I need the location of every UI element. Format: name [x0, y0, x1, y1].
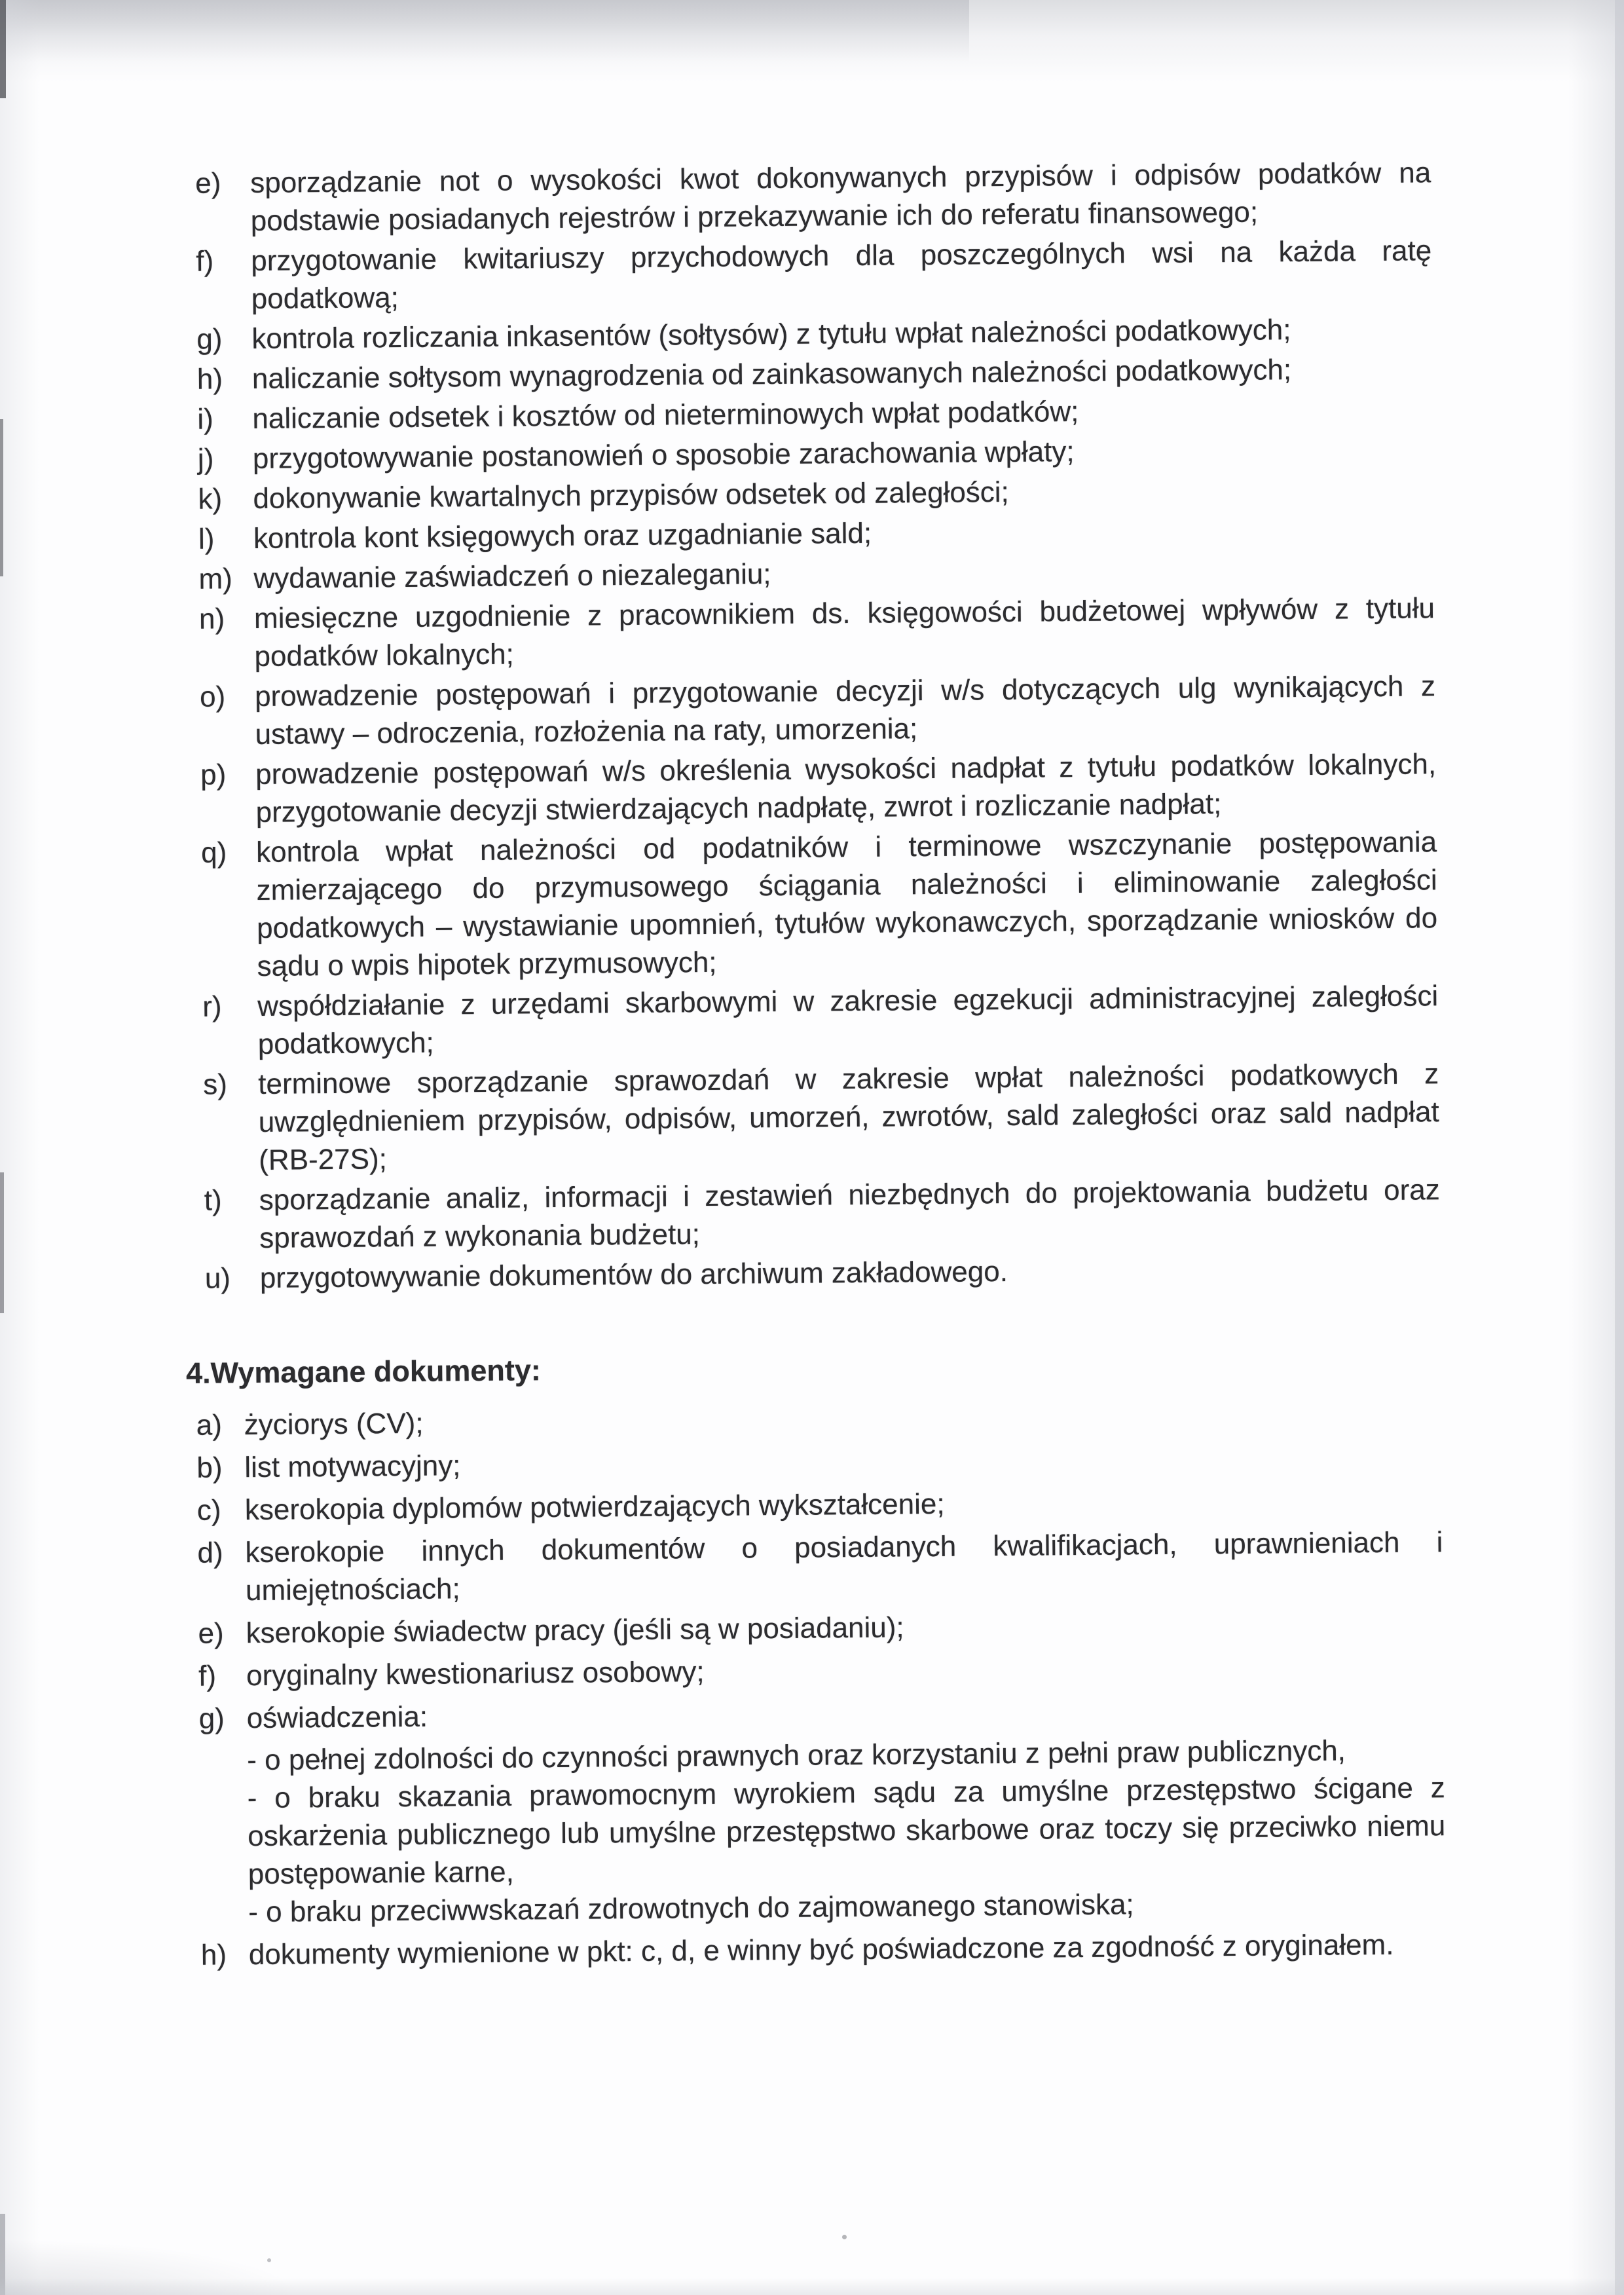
- item-text-group: [246, 1689, 1446, 1931]
- item-label: h): [200, 1939, 227, 1971]
- item-label: l): [198, 523, 215, 555]
- scan-artifact-speck: [267, 2258, 271, 2262]
- list-item: [197, 1481, 1443, 1530]
- scan-artifact-left-sliver-1: [0, 0, 6, 98]
- required-documents-list: [187, 1396, 1447, 1975]
- item-text: terminowe sporządzanie sprawozdań w zakresie wpłat należności podatkowych z uwzględnieniem przypisów, odpisów, umorzeń, zwrotów, sald zaległości oraz sald nadpłat (RB-27S);: [258, 1058, 1439, 1176]
- item-text: przygotowanie kwitariuszy przychodowych dla poszczególnych wsi na każda ratę podatkową;: [251, 234, 1432, 315]
- duties-list: [175, 154, 1441, 1298]
- list-item: [203, 1055, 1439, 1180]
- scan-artifact-top-band: [0, 0, 1624, 82]
- item-text: kontrola rozliczania inkasentów (sołtysów) z tytułu wpłat należności podatkowych;: [251, 314, 1291, 355]
- statement-item: - o pełnej zdolności do czynności prawnych oraz korzystaniu z pełni praw publicznych,: [247, 1734, 1346, 1777]
- item-label: i): [197, 403, 214, 436]
- item-text: prowadzenie postępowań w/s określenia wysokości nadpłat z tytułu podatków lokalnych, przygotowanie decyzji stwierdzających nadpłatę, zwrot i rozliczanie nadpłat;: [255, 748, 1437, 829]
- scan-artifact-top-left-shade: [0, 0, 969, 62]
- item-label: p): [200, 758, 227, 791]
- item-label: q): [200, 836, 227, 869]
- item-label: r): [202, 990, 222, 1023]
- scan-artifact-left-sliver-4: [0, 2214, 5, 2295]
- item-label: j): [197, 443, 214, 476]
- item-text: współdziałanie z urzędami skarbowymi w zakresie egzekucji administracyjnej zaległości podatkowych;: [257, 980, 1439, 1060]
- statement-item: - o braku przeciwwskazań zdrowotnych do zajmowanego stanowiska;: [248, 1888, 1134, 1929]
- list-item: [198, 1647, 1444, 1696]
- item-label: n): [198, 603, 225, 635]
- item-label: e): [195, 167, 221, 200]
- document-content: [175, 154, 1447, 1979]
- item-text: kserokopia dyplomów potwierdzających wykształcenie;: [244, 1487, 945, 1527]
- list-item: [196, 1438, 1442, 1487]
- list-item: [202, 977, 1439, 1064]
- item-text: wydawanie zaświadczeń o niezaleganiu;: [253, 558, 771, 595]
- item-text: przygotowywanie postanowień o sposobie zarachowania wpłaty;: [252, 436, 1075, 475]
- item-text: oryginalny kwestionariusz osobowy;: [246, 1656, 705, 1692]
- item-text: dokonywanie kwartalnych przypisów odsetek od zaległości;: [253, 476, 1010, 515]
- list-item: [201, 823, 1438, 986]
- scan-artifact-left-strip: [0, 0, 39, 2295]
- item-text: miesięczne uzgodnienie z pracownikiem ds. księgowości budżetowej wpływów z tytułu podatków lokalnych;: [253, 592, 1435, 673]
- item-text: list motywacyjny;: [244, 1449, 461, 1484]
- scan-artifact-right-edge: [1615, 0, 1624, 2295]
- item-text: kontrola kont księgowych oraz uzgadnianie sald;: [253, 517, 872, 555]
- item-label: s): [203, 1068, 228, 1101]
- scan-artifact-bottom-band: [0, 2278, 1624, 2295]
- item-text: kserokopie innych dokumentów o posiadanych kwalifikacjach, uprawnieniach i umiejętnościach;: [245, 1526, 1443, 1607]
- section-heading: 4.Wymagane dokumenty:: [185, 1353, 542, 1390]
- list-item: [199, 589, 1435, 676]
- item-label: m): [198, 563, 233, 595]
- item-text: dokumenty wymienione w pkt: c, d, e winny być poświadczone za zgodność z oryginałem.: [248, 1928, 1394, 1971]
- item-label: o): [199, 681, 226, 713]
- list-item: [205, 1249, 1441, 1297]
- item-text: kserokopie świadectw pracy (jeśli są w posiadaniu);: [246, 1611, 904, 1650]
- item-label: d): [197, 1537, 223, 1569]
- scan-artifact-left-sliver-2: [0, 419, 3, 576]
- item-text: naliczanie odsetek i kosztów od nieterminowych wpłat podatków;: [252, 395, 1079, 435]
- item-label: u): [204, 1262, 231, 1295]
- list-item: [196, 232, 1432, 318]
- scan-artifact-speck: [842, 2235, 847, 2239]
- scan-artifact-bottom-left-smudge: [0, 2239, 301, 2295]
- list-item: [196, 1396, 1442, 1445]
- item-label: a): [196, 1409, 223, 1442]
- item-text: przygotowywanie dokumentów do archiwum zakładowego.: [259, 1255, 1008, 1294]
- list-item: [204, 1171, 1441, 1258]
- statement-item: - o braku skazania prawomocnym wyrokiem sądu za umyślne przestępstwo ścigane z oskarżenia publicznego lub umyślne przestępstwo skarbowe oraz toczy się przeciwko niemu postępowanie karne,: [247, 1772, 1446, 1891]
- item-label: e): [198, 1617, 224, 1650]
- list-item: [198, 1689, 1446, 1932]
- item-text: życiorys (CV);: [244, 1407, 424, 1442]
- item-label: h): [196, 363, 223, 396]
- list-item: [201, 1926, 1447, 1975]
- item-label: k): [198, 483, 223, 515]
- item-text: kontrola wpłat należności od podatników i terminowe wszczynanie postępowania zmierzającego do przymusowego ściągania należności i eliminowanie zaległości podatkowych – wystawianie upomnień, tytułów wykonawczych, sporządzanie wniosków do sądu o wpis hipotek przymusowych;: [255, 826, 1438, 982]
- item-label: t): [204, 1184, 222, 1217]
- item-label: c): [196, 1494, 221, 1527]
- item-label: f): [196, 245, 214, 278]
- item-label: b): [196, 1451, 223, 1484]
- item-text: sporządzanie not o wysokości kwot dokonywanych przypisów i odpisów podatków na podstawie posiadanych rejestrów i przekazywanie ich do referatu finansowego;: [250, 157, 1431, 238]
- list-item: [198, 1604, 1443, 1653]
- list-item: [195, 154, 1431, 240]
- item-label: g): [198, 1702, 225, 1735]
- list-item: [197, 1523, 1443, 1611]
- scan-artifact-left-sliver-3: [0, 1172, 4, 1313]
- item-label: g): [196, 323, 223, 356]
- scan-artifact-right-strip: [1568, 0, 1624, 2295]
- item-text: naliczanie sołtysom wynagrodzenia od zainkasowanych należności podatkowych;: [251, 354, 1292, 395]
- item-text: oświadczenia:: [246, 1700, 428, 1735]
- item-label: f): [198, 1660, 217, 1692]
- list-item: [200, 745, 1437, 832]
- item-text: sporządzanie analiz, informacji i zestawień niezbędnych do projektowania budżetu oraz sprawozdań z wykonania budżetu;: [259, 1174, 1440, 1254]
- list-item: [200, 667, 1436, 754]
- item-text: prowadzenie postępowań i przygotowanie decyzji w/s dotyczących ulg wynikających z ustawy – odroczenia, rozłożenia na raty, umorzenia;: [254, 670, 1436, 751]
